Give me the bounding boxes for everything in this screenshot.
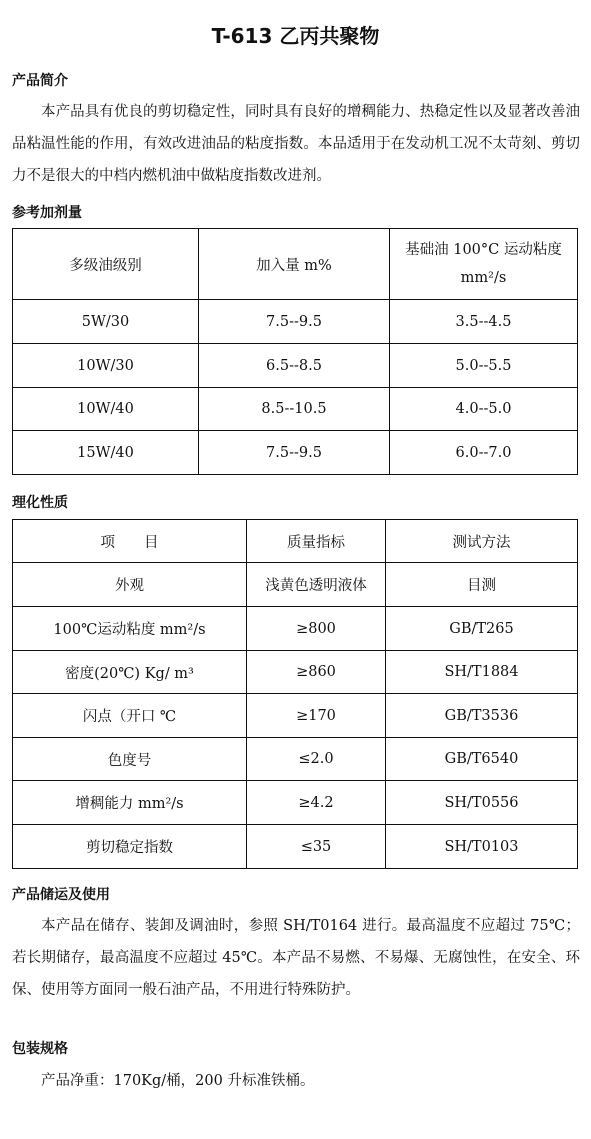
table-cell: ≥170 — [247, 694, 386, 738]
table-cell: ≤35 — [247, 825, 386, 869]
table-cell: 5W/30 — [13, 300, 199, 344]
header-cell: 质量指标 — [247, 520, 386, 563]
table-cell: GB/T6540 — [386, 738, 578, 781]
header-cell: 项 目 — [13, 520, 247, 563]
table-row — [13, 825, 578, 869]
intro-text: 本产品具有优良的剪切稳定性，同时具有良好的增稠能力、热稳定性以及显著改善油品粘温性能的作用，有效改进油品的粘度指数。本品适用于在发动机工况不太苛刻、剪切力不是很大的中档内燃机油中做粘度指数改进剂。 — [12, 104, 580, 184]
table-row — [13, 388, 578, 431]
table-row — [13, 781, 578, 825]
dosage-table — [12, 228, 578, 475]
table-cell: 4.0--5.0 — [390, 388, 578, 431]
table-cell: 7.5--9.5 — [199, 431, 390, 475]
table-cell: 8.5--10.5 — [199, 388, 390, 431]
table-row — [13, 431, 578, 475]
table-cell: 浅黄色透明液体 — [247, 563, 386, 607]
table-cell: 外观 — [13, 563, 247, 607]
table-row — [13, 563, 578, 607]
table-cell: 100℃运动粘度 mm²/s — [13, 607, 247, 651]
header-cell: 多级油级别 — [13, 229, 199, 300]
table-cell: 5.0--5.5 — [390, 344, 578, 388]
table-cell: 7.5--9.5 — [199, 300, 390, 344]
table-cell: 增稠能力 mm²/s — [13, 781, 247, 825]
dosage-heading: 参考加剂量 — [12, 205, 82, 221]
properties-heading: 理化性质 — [12, 495, 68, 511]
table-cell: 剪切稳定指数 — [13, 825, 247, 869]
table-cell: 15W/40 — [13, 431, 199, 475]
table-row — [13, 694, 578, 738]
table-cell: 色度号 — [13, 738, 247, 781]
table-cell: 闪点（开口 ℃ — [13, 694, 247, 738]
table-row — [13, 607, 578, 651]
table-row — [13, 300, 578, 344]
table-cell: SH/T0103 — [386, 825, 578, 869]
properties-table — [12, 519, 578, 869]
table-cell: SH/T0556 — [386, 781, 578, 825]
header-cell: 测试方法 — [386, 520, 578, 563]
table-cell: 10W/40 — [13, 388, 199, 431]
header-cell: 加入量 m% — [199, 229, 390, 300]
table-cell: ≥4.2 — [247, 781, 386, 825]
table-cell: 目测 — [386, 563, 578, 607]
table-cell: ≤2.0 — [247, 738, 386, 781]
table-header-row — [13, 229, 578, 300]
intro-heading: 产品简介 — [12, 73, 68, 89]
storage-text: 本产品在储存、装卸及调油时，参照 SH/T0164 进行。最高温度不应超过 75℃；若长期储存，最高温度不应超过 45℃。本产品不易燃、不易爆、无腐蚀性，在安全、环保、使用等方面同一般石油产品，不用进行特殊防护。 — [12, 918, 580, 998]
table-cell: 6.5--8.5 — [199, 344, 390, 388]
table-cell: SH/T1884 — [386, 651, 578, 694]
table-cell: 6.0--7.0 — [390, 431, 578, 475]
table-cell: ≥800 — [247, 607, 386, 651]
table-row — [13, 738, 578, 781]
table-row — [13, 344, 578, 388]
table-cell: GB/T3536 — [386, 694, 578, 738]
table-cell: ≥860 — [247, 651, 386, 694]
table-cell: 3.5--4.5 — [390, 300, 578, 344]
table-cell: GB/T265 — [386, 607, 578, 651]
packaging-heading: 包装规格 — [12, 1041, 68, 1057]
table-cell: 密度(20℃) Kg/ m³ — [13, 651, 247, 694]
table-header-row — [13, 520, 578, 563]
header-cell: 基础油 100°C 运动粘度 mm²/s — [390, 229, 578, 300]
table-cell: 10W/30 — [13, 344, 199, 388]
storage-heading: 产品储运及使用 — [12, 887, 110, 903]
page-title: T-613 乙丙共聚物 — [211, 24, 380, 48]
packaging-text: 产品净重：170Kg/桶，200 升标准铁桶。 — [41, 1073, 315, 1089]
table-row — [13, 651, 578, 694]
